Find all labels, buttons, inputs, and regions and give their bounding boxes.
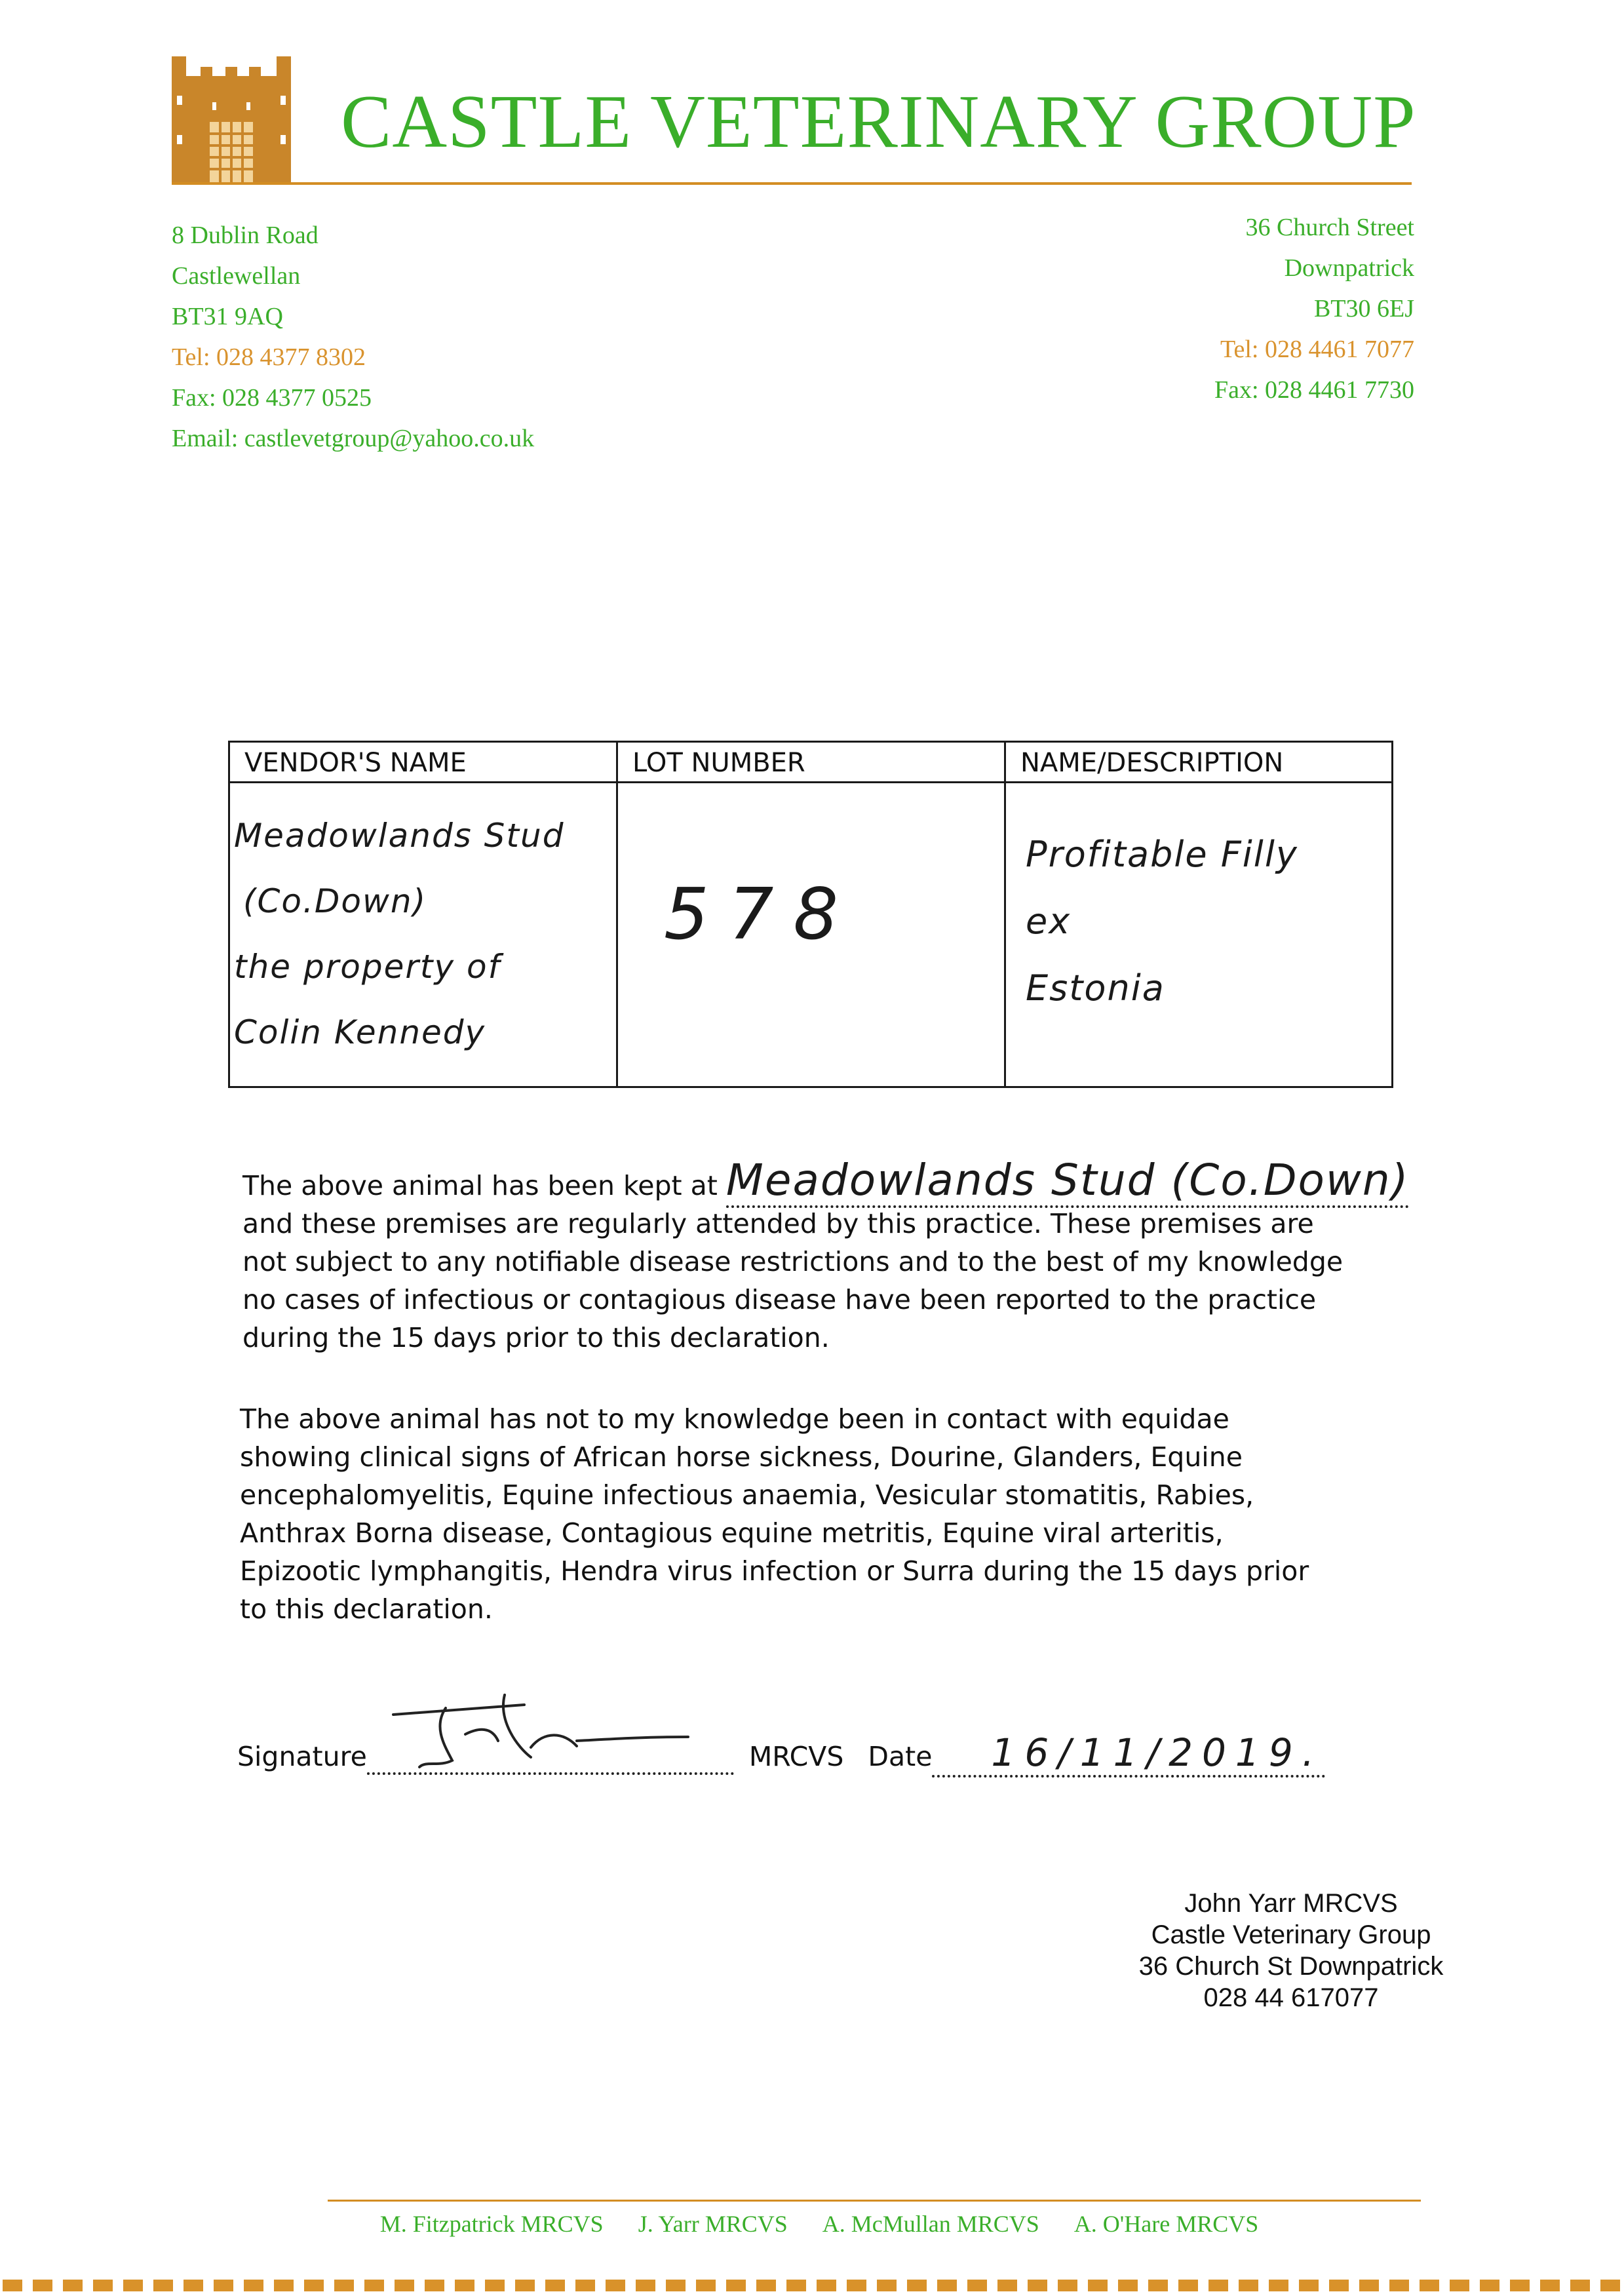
paragraph-line: during the 15 days prior to this declaration.: [242, 1322, 830, 1353]
stamp-line: John Yarr MRCVS: [1184, 1889, 1398, 1918]
lot-column: [618, 743, 1006, 1086]
declaration-paragraph-1: [242, 1155, 1410, 1357]
email: Email: castlevetgroup@yahoo.co.uk: [172, 425, 535, 452]
mrcvs-label: MRCVS: [748, 1741, 844, 1772]
paragraph-line: Anthrax Borna disease, Contagious equine metritis, Equine viral arteritis,: [240, 1517, 1224, 1549]
header-lot: LOT NUMBER: [618, 743, 1004, 783]
header-vendor: VENDOR'S NAME: [230, 743, 616, 783]
address-line: 36 Church Street: [1245, 214, 1414, 241]
paragraph-line: showing clinical signs of African horse sickness, Dourine, Glanders, Equine: [240, 1441, 1243, 1473]
description-line: Profitable Filly: [1026, 834, 1298, 875]
address-line: Downpatrick: [1284, 254, 1414, 282]
stamp-line: 36 Church St Downpatrick: [1138, 1952, 1444, 1981]
address-line: BT31 9AQ: [172, 303, 283, 330]
address-line: 8 Dublin Road: [172, 222, 319, 249]
date-value: 16/11/2019.: [932, 1730, 1325, 1778]
fax: Fax: 028 4461 7730: [1214, 376, 1414, 404]
paragraph-line: Epizootic lymphangitis, Hendra virus infection or Surra during the 15 days prior: [240, 1555, 1309, 1587]
footer-rule: [328, 2200, 1421, 2202]
paragraph-line: and these premises are regularly attended by this practice. These premises are: [242, 1208, 1314, 1239]
signature-row: [237, 1730, 1325, 1778]
header-description: NAME/DESCRIPTION: [1006, 743, 1391, 783]
description-handwriting: [1026, 821, 1298, 1022]
partner-name: J. Yarr MRCVS: [638, 2211, 788, 2237]
castle-logo: [172, 56, 306, 187]
partner-name: A. McMullan MRCVS: [822, 2211, 1039, 2237]
vendor-line: the property of: [234, 948, 501, 986]
description-line: ex: [1026, 901, 1072, 942]
kept-at-label: The above animal has been kept at: [242, 1170, 718, 1201]
date-label: Date: [868, 1741, 933, 1772]
vendor-line: (Co.Down): [243, 882, 427, 920]
lot-number: 578: [664, 874, 859, 956]
brand-title: CASTLE VETERINARY GROUP: [341, 80, 1416, 164]
signature-field: [367, 1741, 734, 1775]
stamp-line: 028 44 617077: [1203, 1983, 1379, 2012]
fax: Fax: 028 4377 0525: [172, 384, 372, 412]
signature-label: Signature: [237, 1741, 367, 1772]
stamp-line: Castle Veterinary Group: [1151, 1920, 1431, 1949]
address-line: Castlewellan: [172, 262, 301, 290]
vet-stamp: [1108, 1888, 1475, 2013]
paragraph-line: The above animal has not to my knowledge been in contact with equidae: [240, 1403, 1229, 1435]
telephone: Tel: 028 4461 7077: [1220, 336, 1414, 363]
partner-name: M. Fitzpatrick MRCVS: [379, 2211, 604, 2237]
vendor-line: Meadowlands Stud: [234, 817, 565, 855]
left-address: [172, 215, 534, 459]
description-column: [1006, 743, 1391, 1086]
paragraph-line: no cases of infectious or contagious disease have been reported to the practice: [242, 1284, 1317, 1315]
address-line: BT30 6EJ: [1313, 295, 1414, 322]
vendor-line: Colin Kennedy: [234, 1013, 486, 1051]
footer-dash-border: [0, 2278, 1624, 2293]
paragraph-line: not subject to any notifiable disease restrictions and to the best of my knowledge: [242, 1246, 1344, 1277]
header-rule: [172, 182, 1412, 185]
partner-name: A. O'Hare MRCVS: [1073, 2211, 1259, 2237]
animal-table: [228, 741, 1393, 1088]
kept-at-value: Meadowlands Stud (Co.Down): [726, 1155, 1410, 1208]
vendor-handwriting: [234, 803, 564, 1065]
declaration-paragraph-2: [240, 1400, 1309, 1628]
paragraph-line: encephalomyelitis, Equine infectious anaemia, Vesicular stomatitis, Rabies,: [240, 1479, 1254, 1511]
right-address: [1214, 207, 1414, 410]
vendor-column: [230, 743, 618, 1086]
paragraph-line: to this declaration.: [240, 1593, 493, 1625]
telephone: Tel: 028 4377 8302: [172, 343, 366, 371]
kept-at-line: [242, 1155, 1410, 1205]
description-line: Estonia: [1026, 967, 1165, 1009]
handwritten-signature: [367, 1669, 734, 1774]
partners-list: [328, 2210, 1311, 2238]
